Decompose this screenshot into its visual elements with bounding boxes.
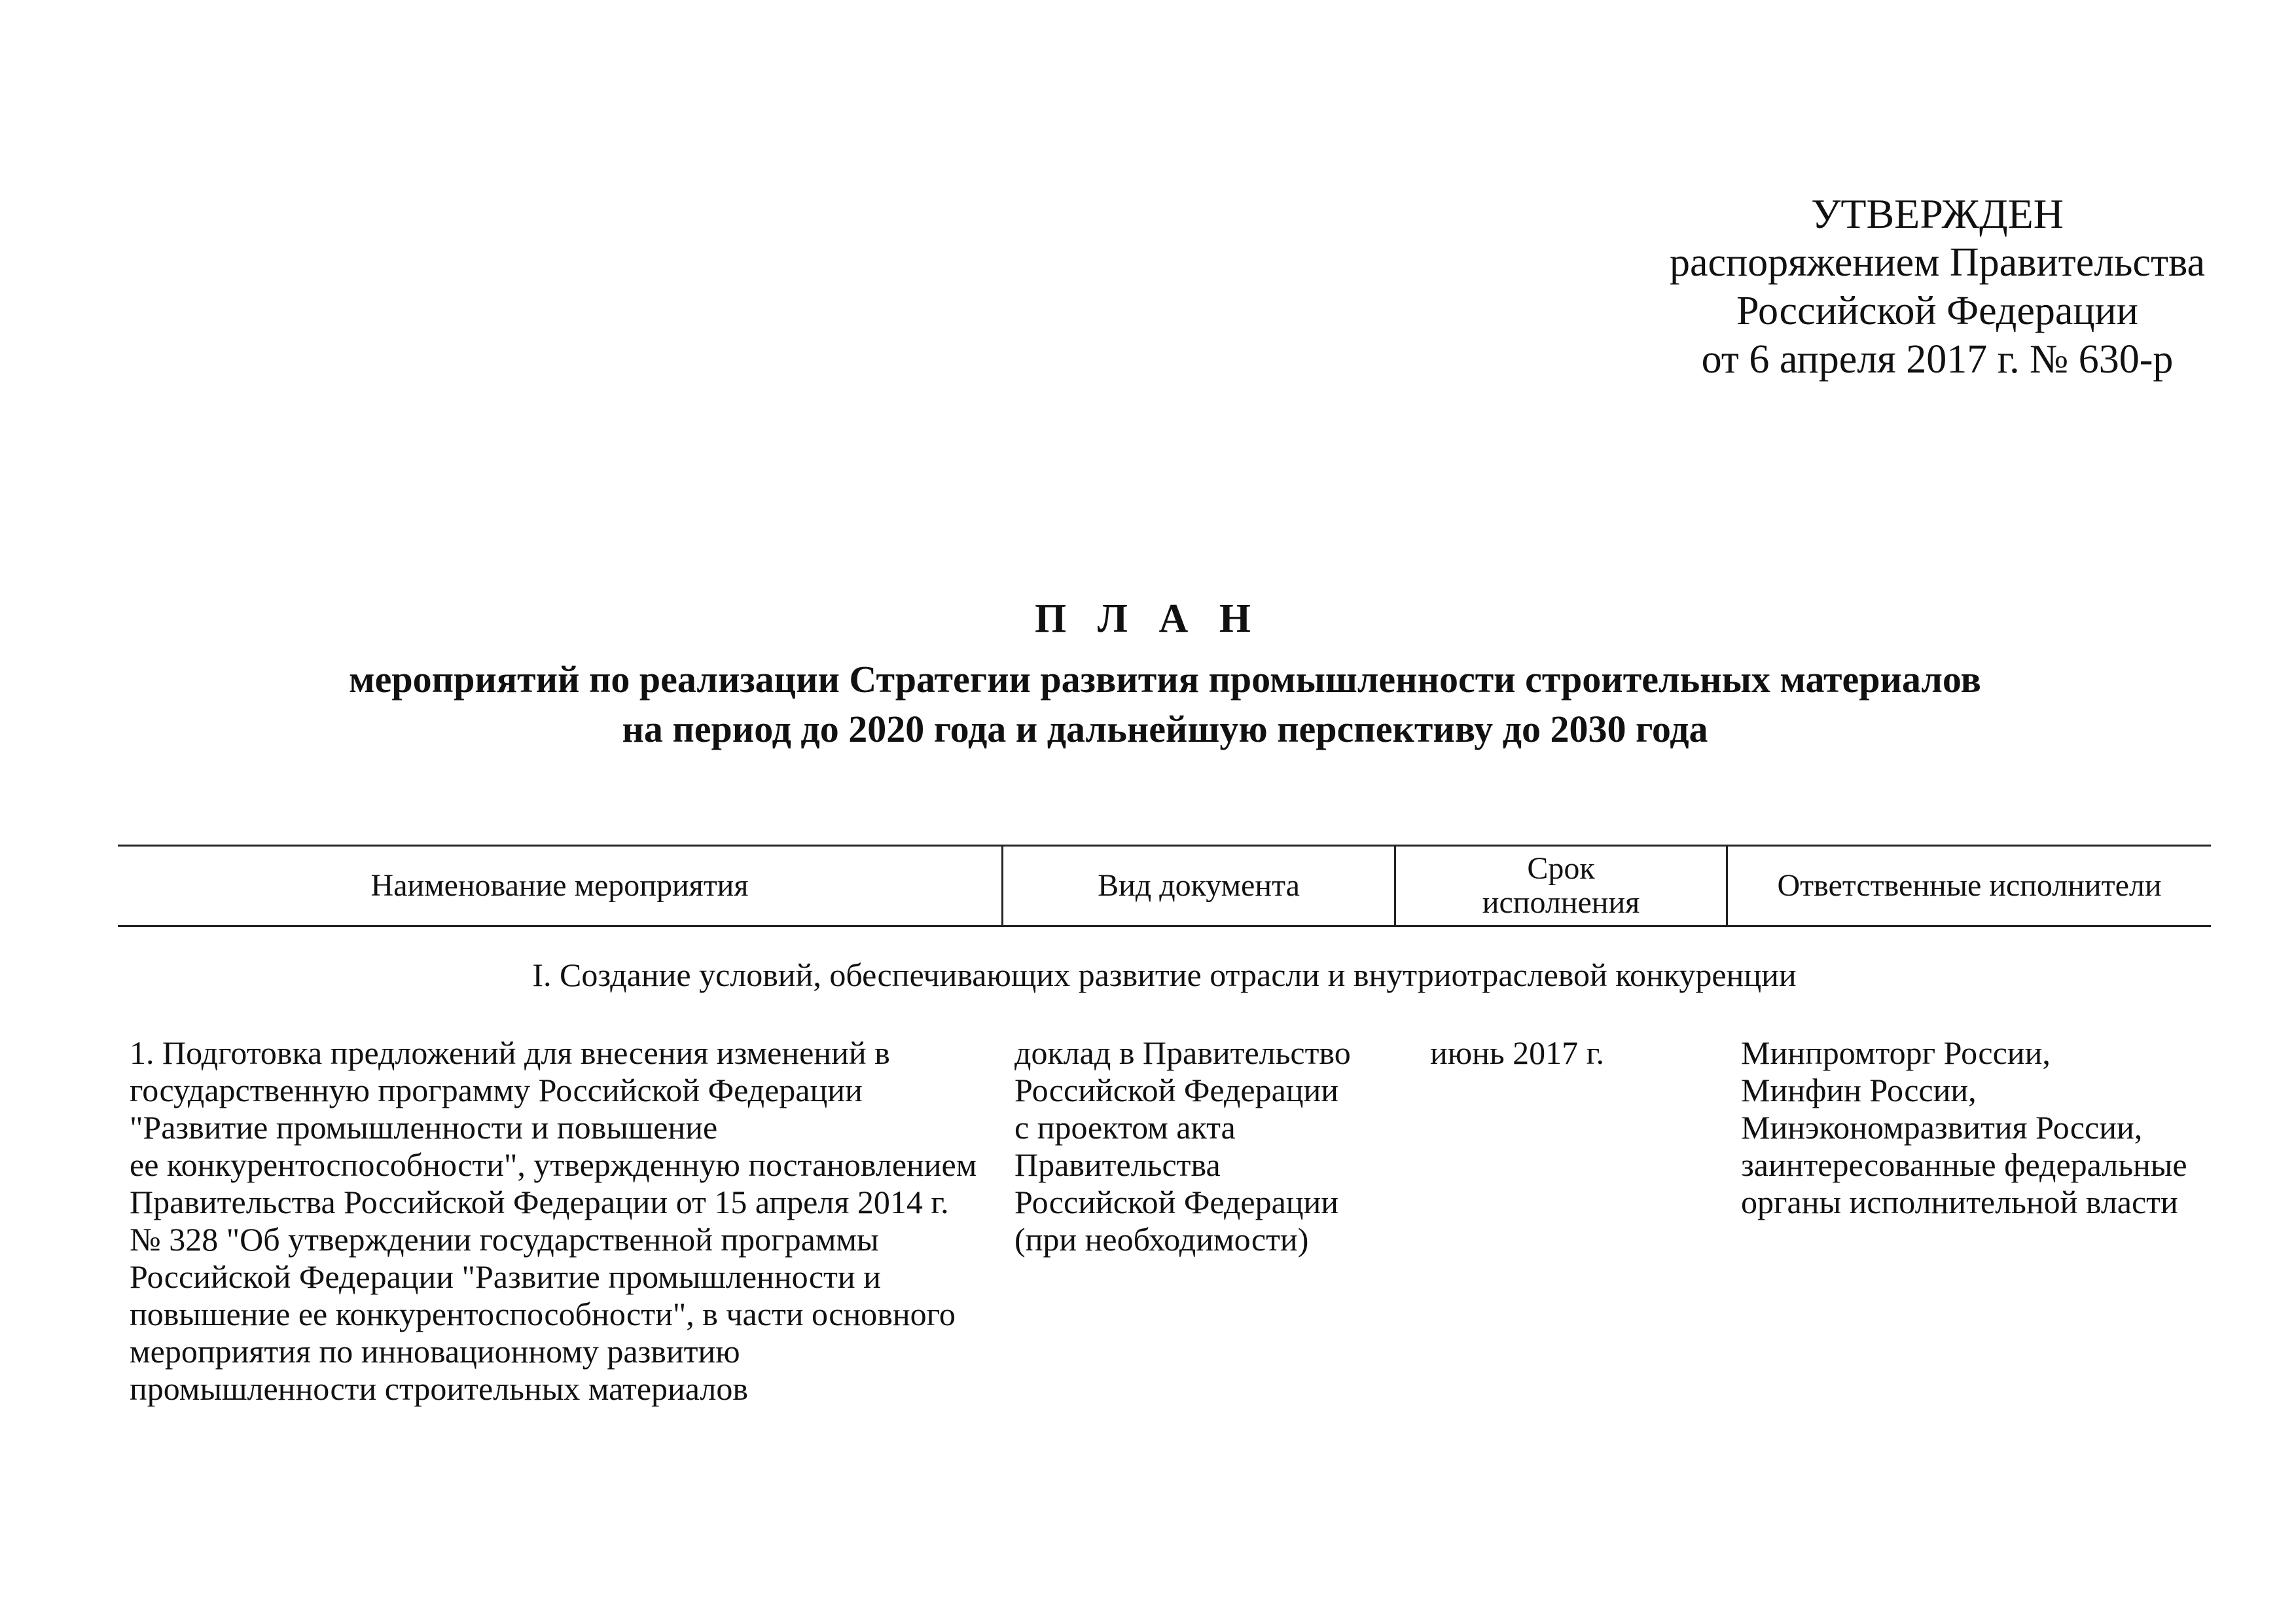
subtitle-line-1: мероприятий по реализации Стратегии развития промышленности строительных материалов	[349, 658, 1981, 701]
row-doc-type-cell: доклад в Правительство Российской Федерации с проектом акта Правительства Российской Федерации (при необходимости)	[1014, 1034, 1351, 1258]
header-deadline	[1396, 847, 1726, 925]
approval-stamp	[1610, 190, 2265, 384]
header-deadline-line-1: Срок	[1527, 851, 1595, 886]
approval-line-1: распоряжением Правительства	[1669, 240, 2206, 285]
header-deadline-line-2: исполнения	[1482, 885, 1640, 920]
approval-heading: УТВЕРЖДЕН	[1811, 191, 2064, 237]
row-executors-cell: Минпромторг России, Минфин России, Минэкономразвития России, заинтересованные федеральные органы исполнительной власти	[1741, 1034, 2187, 1220]
header-doc-type: Вид документа	[1098, 868, 1300, 903]
header-executors: Ответственные исполнители	[1777, 868, 2162, 903]
header-name: Наименование мероприятия	[370, 868, 749, 903]
section-title: I. Создание условий, обеспечивающих развитие отрасли и внутриотраслевой конкуренции	[532, 957, 1797, 993]
row-deadline-cell: июнь 2017 г.	[1430, 1034, 1605, 1071]
document-title: П Л А Н	[1035, 596, 1261, 641]
approval-line-3: от 6 апреля 2017 г. № 630-р	[1701, 337, 2174, 382]
row-name-cell: 1. Подготовка предложений для внесения изменений в государственную программу Российской Федерации "Развитие промышленности и повышение ее конкурентоспособности", утвержденную постановлением Правительства Российской Федерации от 15 апреля 2014 г. № 328 "Об утверждении государственной программы Российской Федерации "Развитие промышленности и повышение ее конкурентоспособности", в части основного мероприятия по инновационному развитию промышленности строительных материалов	[130, 1034, 977, 1407]
approval-line-2: Российской Федерации	[1736, 289, 2138, 333]
document-subtitle	[196, 655, 2134, 754]
table-header	[118, 845, 2211, 927]
subtitle-line-2: на период до 2020 года и дальнейшую перспективу до 2030 года	[622, 708, 1708, 750]
